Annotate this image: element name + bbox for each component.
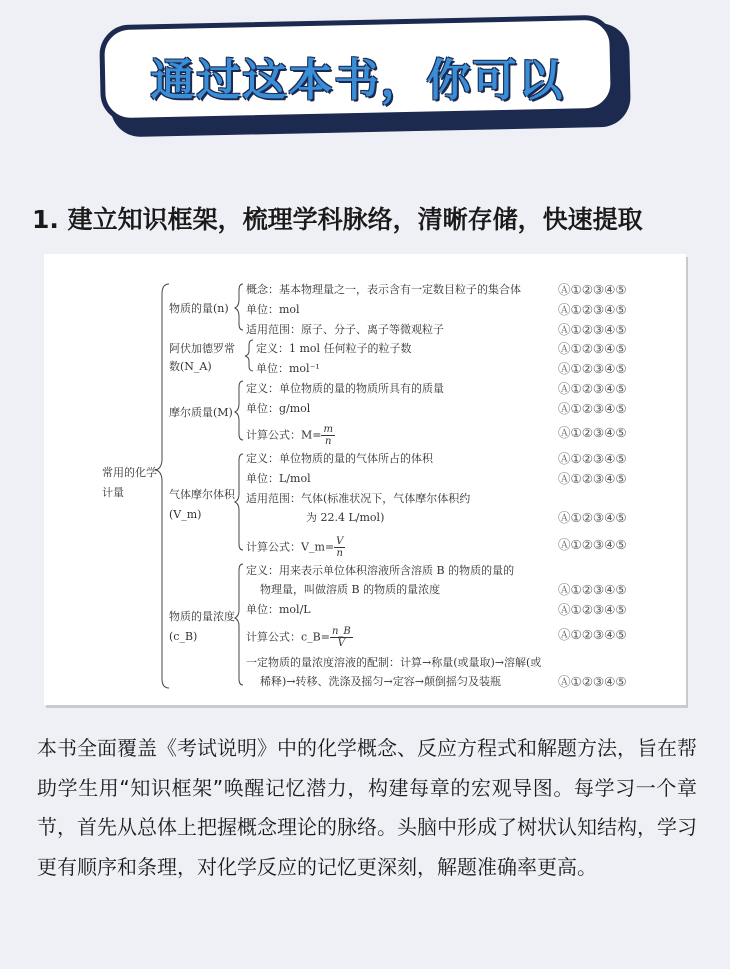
score-marker: Ⓐ①②③④⑤: [558, 451, 627, 466]
score-marker: Ⓐ①②③④⑤: [558, 471, 627, 486]
section-heading: 1. 建立知识框架，梳理学科脉络，清晰存储，快速提取: [32, 205, 643, 234]
score-marker: Ⓐ①②③④⑤: [558, 674, 627, 689]
group-label-concentration-line-2: (c_B): [169, 630, 198, 643]
group-label-molar-volume-line-1: 气体摩尔体积: [169, 488, 235, 501]
item-definition: 定义：1 mol 任何粒子的粒子数: [256, 342, 412, 355]
group-label-molar-mass: 摩尔质量(M): [169, 406, 233, 419]
score-marker: Ⓐ①②③④⑤: [558, 627, 627, 642]
score-marker: Ⓐ①②③④⑤: [558, 401, 627, 416]
score-marker: Ⓐ①②③④⑤: [558, 361, 627, 376]
score-marker: Ⓐ①②③④⑤: [558, 537, 627, 552]
score-marker: Ⓐ①②③④⑤: [558, 602, 627, 617]
root-brace: [156, 284, 169, 688]
group-label-avogadro-line-1: 阿伏加德罗常: [169, 342, 235, 355]
fraction-m-over-n: $\frac{m}{n}$: [323, 424, 333, 447]
score-marker: Ⓐ①②③④⑤: [558, 425, 627, 440]
item-formula-concentration: 计算公式：c_B= $\frac{n\_B}{V}$: [246, 626, 351, 649]
item-unit: 单位：g/mol: [246, 402, 311, 415]
brace-group-2: [245, 340, 253, 371]
item-scope-continued: 为 22.4 L/mol): [306, 511, 385, 524]
group-label-avogadro-line-2: 数(N_A): [169, 360, 212, 373]
brace-group-3: [235, 381, 243, 440]
root-label-line-2: 计量: [102, 486, 124, 499]
banner-title: 通过这本书，你可以: [150, 55, 565, 106]
brace-group-5: [235, 564, 243, 685]
score-marker: Ⓐ①②③④⑤: [558, 510, 627, 525]
item-formula-molar-volume: 计算公式：V_m= $\frac{V}{n}$: [246, 536, 344, 559]
item-scope: 适用范围：气体(标准状况下，气体摩尔体积约: [246, 492, 471, 505]
group-label-amount-of-substance: 物质的量(n): [169, 302, 229, 315]
description-paragraph: 本书全面覆盖《考试说明》中的化学概念、反应方程式和解题方法，旨在帮助学生用“知识框架”唤醒记忆潜力，构建每章的宏观导图。每学习一个章节，首先从总体上把握概念理论的脉络。头脑中形成了树状认知结构，学习更有顺序和条理，对化学反应的记忆更深刻，解题准确率更高。: [37, 736, 697, 879]
fraction-nb-over-v: $\frac{n\_B}{V}$: [331, 626, 351, 649]
item-definition: 定义：单位物质的量的物质所具有的质量: [246, 382, 444, 395]
score-marker: Ⓐ①②③④⑤: [558, 322, 627, 337]
item-definition: 定义：用来表示单位体积溶液所含溶质 B 的物质的量的: [246, 564, 515, 577]
score-marker: Ⓐ①②③④⑤: [558, 381, 627, 396]
item-unit: 单位：mol: [246, 303, 300, 316]
fraction-v-over-n: $\frac{V}{n}$: [336, 536, 344, 559]
knowledge-framework-diagram: [44, 254, 686, 705]
item-unit: 单位：L/mol: [246, 472, 311, 485]
root-label-line-1: 常用的化学: [102, 466, 157, 479]
score-marker: Ⓐ①②③④⑤: [558, 341, 627, 356]
score-marker: Ⓐ①②③④⑤: [558, 282, 627, 297]
group-label-concentration-line-1: 物质的量浓度: [169, 610, 235, 623]
item-definition: 概念：基本物理量之一，表示含有一定数目粒子的集合体: [246, 283, 521, 296]
group-label-molar-volume-line-2: (V_m): [169, 508, 202, 521]
item-unit: 单位：mol⁻¹: [256, 362, 320, 375]
item-preparation: 一定物质的量浓度溶液的配制：计算→称量(或量取)→溶解(或: [246, 656, 542, 669]
brace-group-4: [235, 454, 243, 550]
brace-group-1: [235, 284, 243, 330]
score-marker: Ⓐ①②③④⑤: [558, 302, 627, 317]
item-unit: 单位：mol/L: [246, 603, 311, 616]
score-marker: Ⓐ①②③④⑤: [558, 582, 627, 597]
item-formula-molar-mass: 计算公式：M= $\frac{m}{n}$: [246, 424, 333, 447]
item-scope: 适用范围：原子、分子、离子等微观粒子: [246, 323, 444, 336]
item-definition-continued: 物理量，叫做溶质 B 的物质的量浓度: [260, 583, 441, 596]
item-preparation-continued: 稀释)→转移、洗涤及摇匀→定容→颠倒摇匀及装瓶: [260, 675, 501, 688]
item-definition: 定义：单位物质的量的气体所占的体积: [246, 452, 433, 465]
